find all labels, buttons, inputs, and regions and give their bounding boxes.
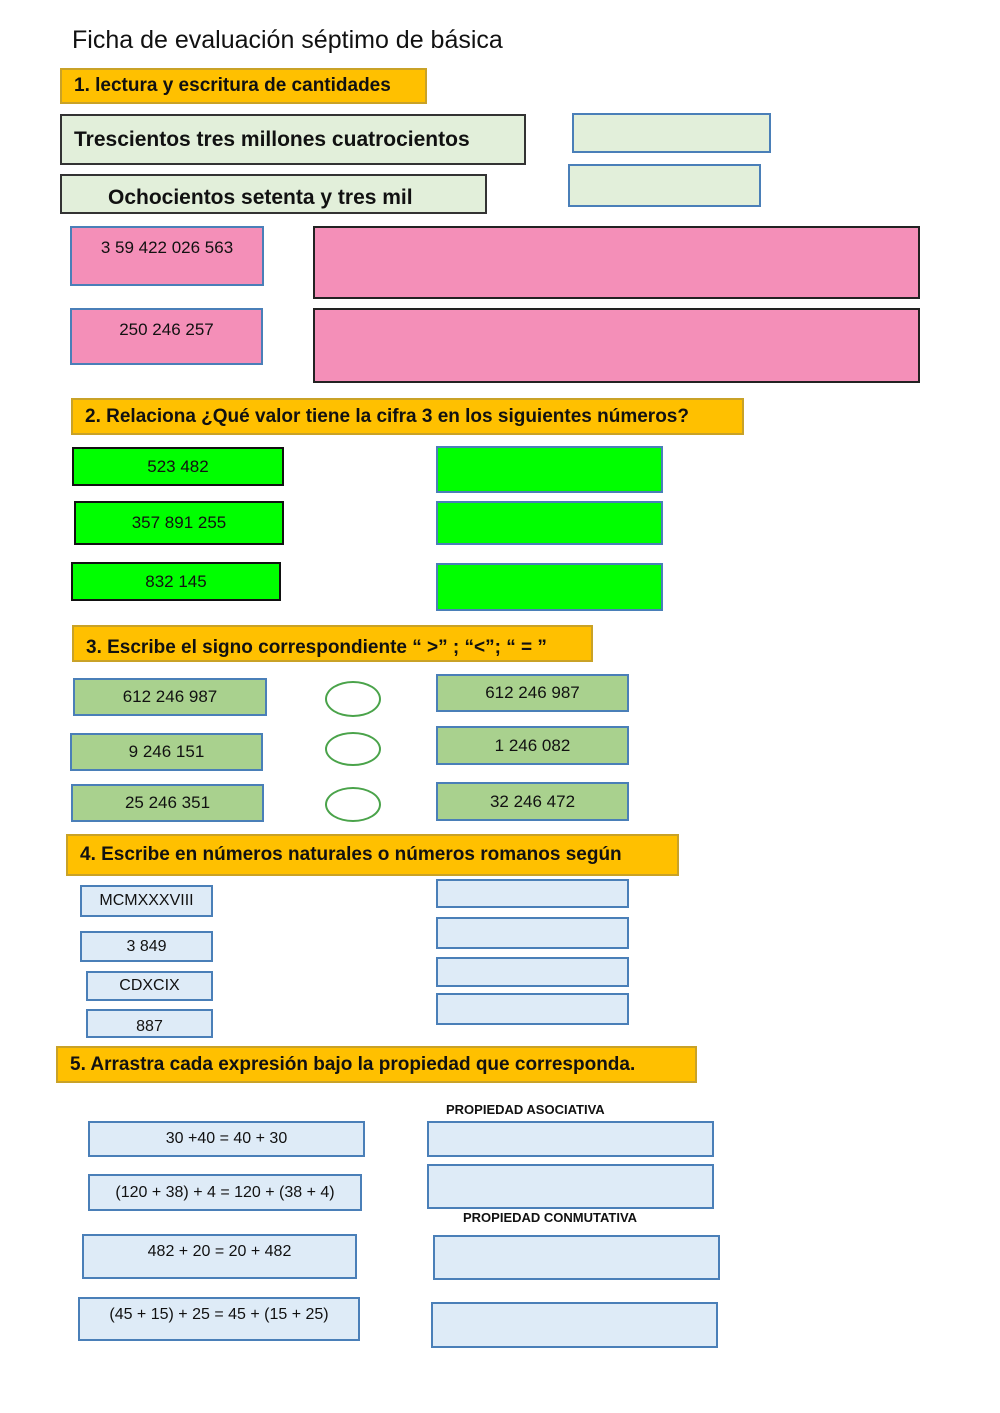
word-number-1: Trescientos tres millones cuatrocientos [60, 114, 526, 165]
drop-zone-associative-2[interactable] [427, 1164, 714, 1209]
expression-card-4[interactable]: (45 + 15) + 25 = 45 + (15 + 25) [78, 1297, 360, 1341]
drop-zone-commutative-2[interactable] [431, 1302, 718, 1348]
answer-box-number-2[interactable] [313, 308, 920, 383]
roman-answer-2[interactable] [436, 917, 629, 949]
word-number-2: Ochocientos setenta y tres mil [60, 174, 487, 214]
digit-number-3: 832 145 [71, 562, 281, 601]
number-card-2: 250 246 257 [70, 308, 263, 365]
compare-left-1: 612 246 987 [73, 678, 267, 716]
roman-item-4: 887 [86, 1009, 213, 1038]
sign-input-1[interactable] [325, 681, 381, 717]
section-5-heading: 5. Arrastra cada expresión bajo la propiedad que corresponda. [56, 1046, 697, 1083]
answer-box-word-2[interactable] [568, 164, 761, 207]
section-1-heading: 1. lectura y escritura de cantidades [60, 68, 427, 104]
digit-answer-3[interactable] [436, 563, 663, 611]
label-associative: PROPIEDAD ASOCIATIVA [446, 1102, 605, 1117]
digit-answer-1[interactable] [436, 446, 663, 493]
expression-card-3[interactable]: 482 + 20 = 20 + 482 [82, 1234, 357, 1279]
roman-answer-3[interactable] [436, 957, 629, 987]
roman-answer-1[interactable] [436, 879, 629, 908]
answer-box-word-1[interactable] [572, 113, 771, 153]
roman-answer-4[interactable] [436, 993, 629, 1025]
section-4-heading: 4. Escribe en números naturales o números romanos según [66, 834, 679, 876]
expression-card-2[interactable]: (120 + 38) + 4 = 120 + (38 + 4) [88, 1174, 362, 1211]
expression-card-1[interactable]: 30 +40 = 40 + 30 [88, 1121, 365, 1157]
digit-answer-2[interactable] [436, 501, 663, 545]
number-card-1: 3 59 422 026 563 [70, 226, 264, 286]
compare-left-2: 9 246 151 [70, 733, 263, 771]
section-2-heading: 2. Relaciona ¿Qué valor tiene la cifra 3 en los siguientes números? [71, 398, 744, 435]
compare-left-3: 25 246 351 [71, 784, 264, 822]
digit-number-2: 357 891 255 [74, 501, 284, 545]
drop-zone-commutative-1[interactable] [433, 1235, 720, 1280]
label-commutative: PROPIEDAD CONMUTATIVA [463, 1210, 638, 1225]
compare-right-2: 1 246 082 [436, 726, 629, 765]
roman-item-1: MCMXXXVIII [80, 885, 213, 917]
compare-right-3: 32 246 472 [436, 782, 629, 821]
roman-item-2: 3 849 [80, 931, 213, 962]
sign-input-3[interactable] [325, 787, 381, 822]
answer-box-number-1[interactable] [313, 226, 920, 299]
digit-number-1: 523 482 [72, 447, 284, 486]
sign-input-2[interactable] [325, 732, 381, 766]
compare-right-1: 612 246 987 [436, 674, 629, 712]
section-3-heading: 3. Escribe el signo correspondiente “ >” ; “<”; “ = ” [72, 625, 593, 662]
roman-item-3: CDXCIX [86, 971, 213, 1001]
page-title: Ficha de evaluación séptimo de básica [72, 26, 503, 54]
drop-zone-associative-1[interactable] [427, 1121, 714, 1157]
